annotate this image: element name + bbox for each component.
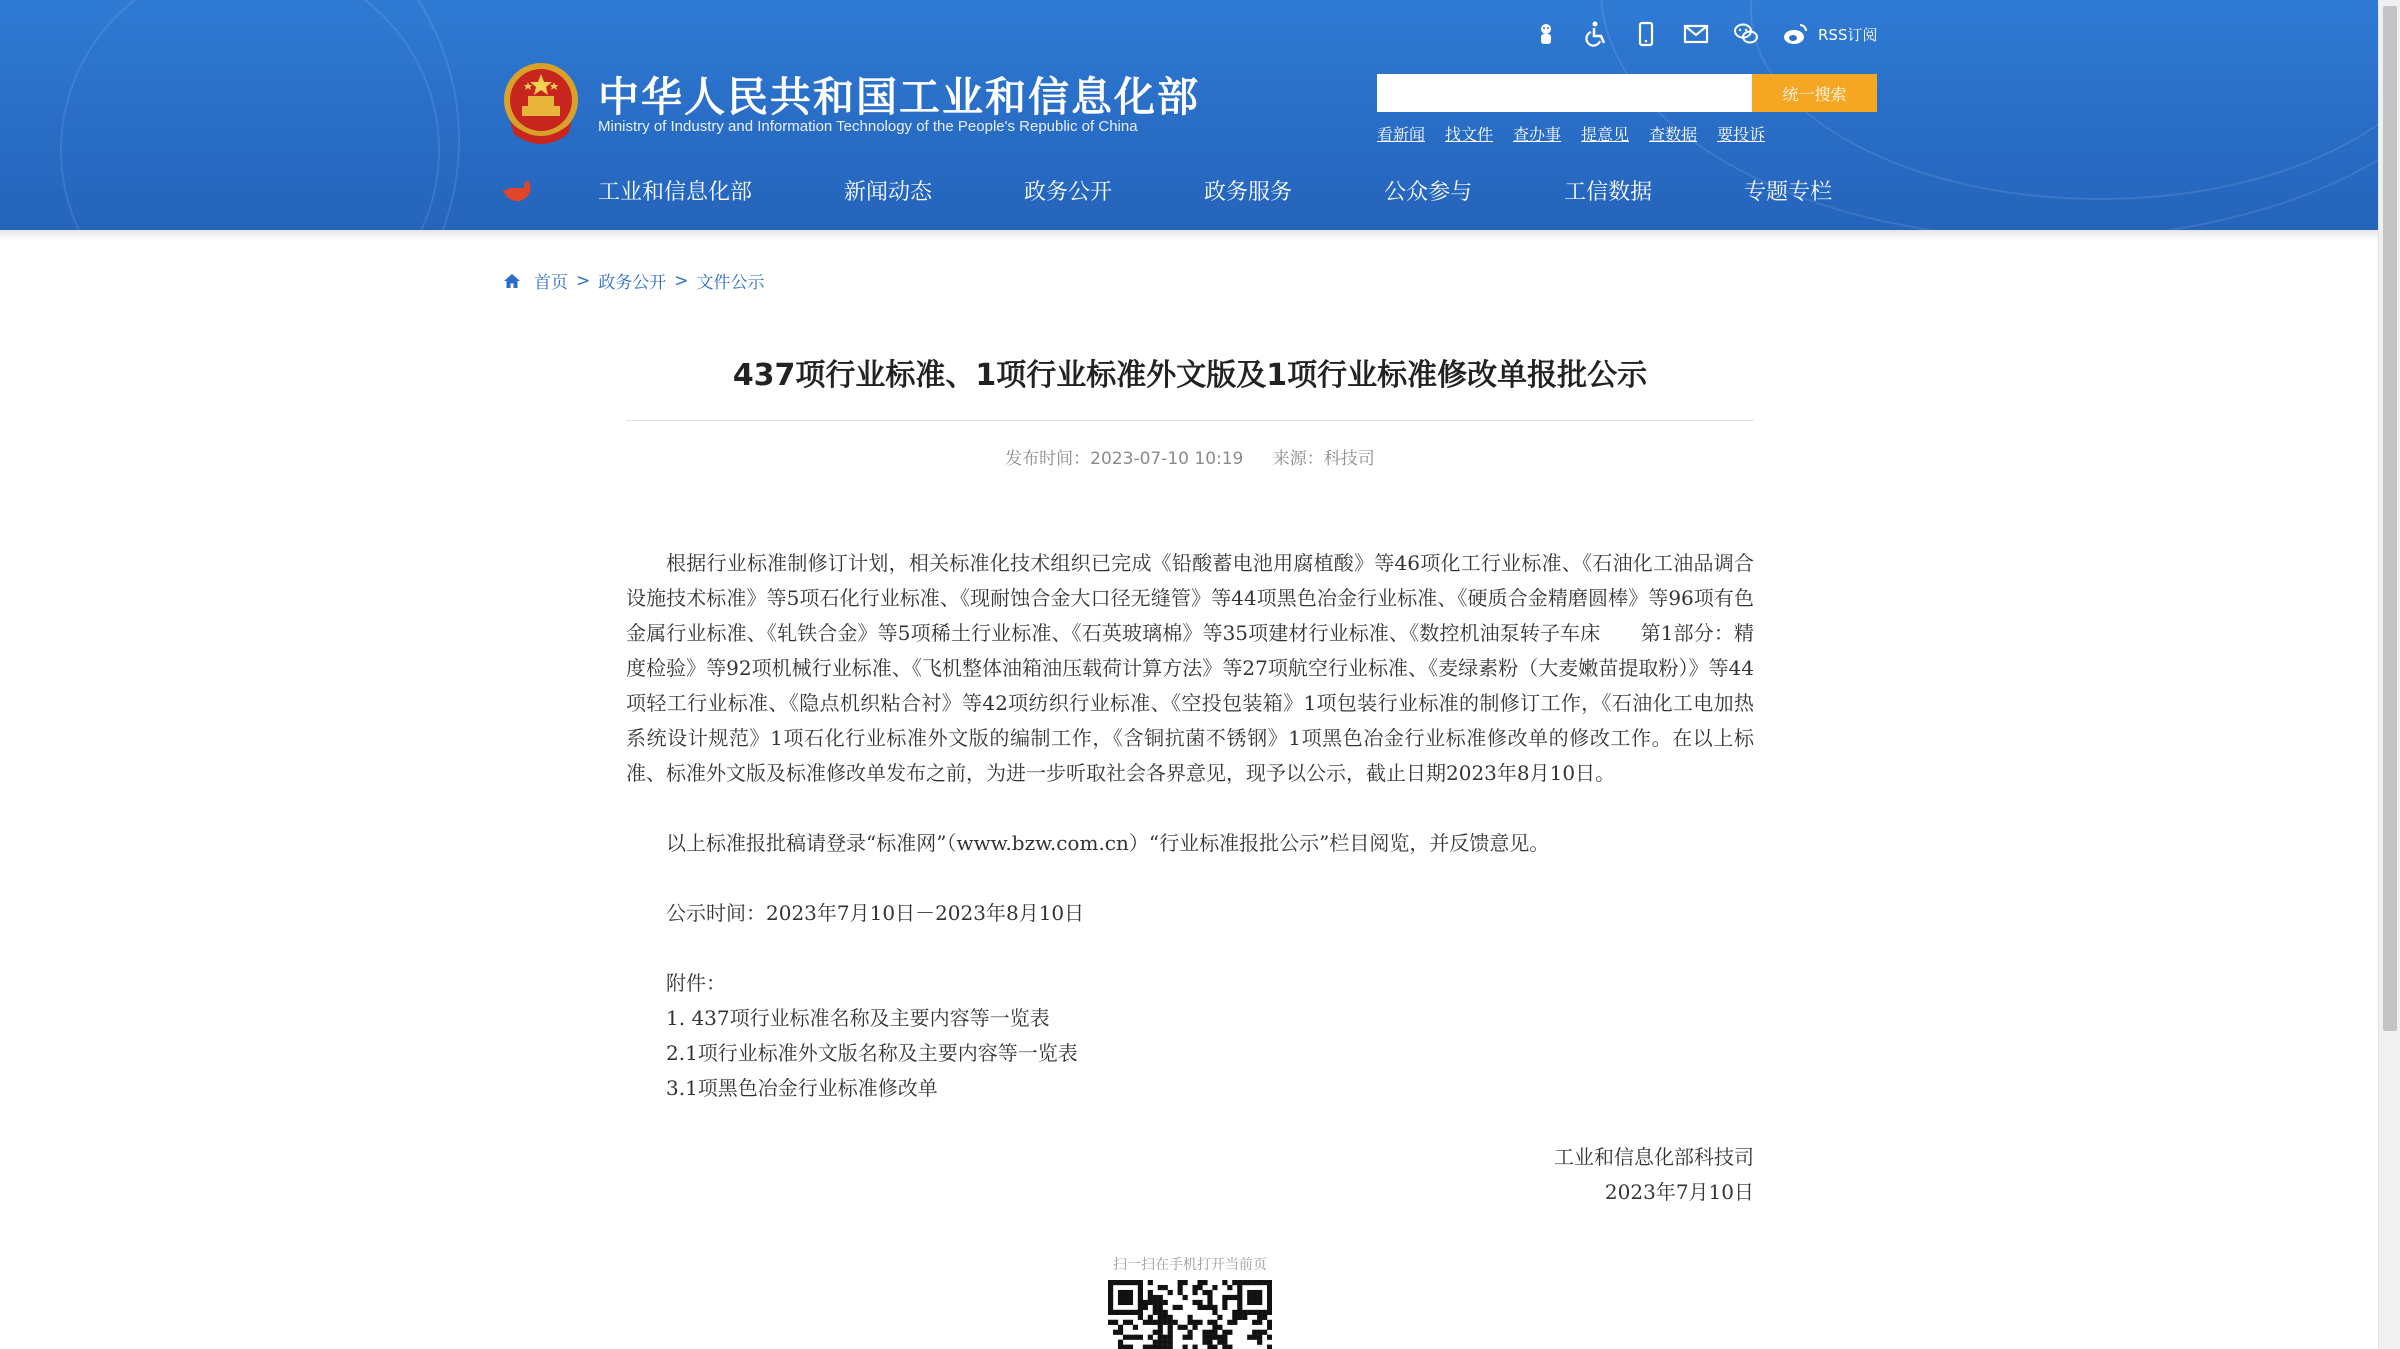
body-paragraph: 公示时间：2023年7月10日－2023年8月10日 bbox=[666, 901, 1085, 925]
site-subtitle: Ministry of Industry and Information Technology of the People's Republic of China bbox=[598, 118, 1138, 135]
quick-link-documents[interactable]: 找文件 bbox=[1445, 125, 1494, 144]
site-title: 中华人民共和国工业和信息化部 bbox=[598, 73, 1200, 121]
qr-label: 扫一扫在手机打开当前页 bbox=[1113, 1257, 1267, 1273]
attachment-link[interactable]: 3.1项黑色冶金行业标准修改单 bbox=[666, 1076, 938, 1100]
mascot-icon[interactable] bbox=[1532, 20, 1560, 48]
attachments-heading: 附件： bbox=[666, 971, 726, 995]
nav-item-gov-services[interactable]: 政务服务 bbox=[1204, 179, 1293, 205]
mobile-icon[interactable] bbox=[1632, 20, 1660, 48]
quick-link-news[interactable]: 看新闻 bbox=[1377, 125, 1426, 144]
breadcrumb-separator: > bbox=[576, 270, 591, 291]
site-header bbox=[0, 0, 2378, 230]
article-meta bbox=[626, 444, 1754, 469]
national-emblem-logo[interactable] bbox=[500, 60, 582, 144]
article-source: 来源：科技司 bbox=[1272, 449, 1375, 469]
home-icon[interactable] bbox=[502, 271, 522, 291]
breadcrumb bbox=[502, 268, 765, 293]
e-logo-icon[interactable] bbox=[500, 173, 534, 207]
unified-search-button[interactable]: 统一搜索 bbox=[1752, 74, 1877, 112]
attachment-link[interactable]: 1. 437项行业标准名称及主要内容等一览表 bbox=[666, 1006, 1050, 1030]
signature-org: 工业和信息化部科技司 bbox=[1554, 1145, 1754, 1169]
accessibility-icon[interactable] bbox=[1582, 20, 1610, 48]
nav-item-special-topics[interactable]: 专题专栏 bbox=[1744, 179, 1833, 205]
quick-link-feedback[interactable]: 提意见 bbox=[1581, 125, 1630, 144]
mail-icon[interactable] bbox=[1682, 20, 1710, 48]
body-paragraph: 根据行业标准制修订计划，相关标准化技术组织已完成《铅酸蓄电池用腐植酸》等46项化工行业标准、《石油化工油品调合设施技术标准》等5项石化行业标准、《现耐蚀合金大口径无缝管》等44项黑色冶金行业标准、《硬质合金精磨圆棒》等96项有色金属行业标准、《轧铁合金》等5项稀土行业标准、《石英玻璃棉》等35项建材行业标准、《数控机油泵转子车床 第1部分：精度检验》等92项机械行业标准、《飞机整体油箱油压载荷计算方法》等27项航空行业标准、《麦绿素粉（大麦嫩苗提取粉）》等44项轻工行业标准、《隐点机织粘合衬》等42项纺织行业标准、《空投包装箱》1项包装行业标准的制修订工作，《石油化工电加热系统设计规范》1项石化行业标准外文版的编制工作，《含铜抗菌不锈钢》1项黑色冶金行业标准修改单的修改工作。在以上标准、标准外文版及标准修改单发布之前，为进一步听取社会各界意见，现予以公示，截止日期2023年8月10日。 bbox=[626, 551, 1754, 785]
quick-link-complaint[interactable]: 要投诉 bbox=[1717, 125, 1766, 144]
breadcrumb-separator: > bbox=[674, 270, 689, 291]
quick-links bbox=[1377, 122, 1765, 145]
article-title: 437项行业标准、1项行业标准外文版及1项行业标准修改单报批公示 bbox=[732, 358, 1648, 393]
article-body bbox=[626, 546, 1754, 1106]
wechat-icon[interactable] bbox=[1732, 20, 1760, 48]
header-shadow bbox=[0, 230, 2378, 240]
quick-link-data[interactable]: 查数据 bbox=[1649, 125, 1698, 144]
attachments-list bbox=[626, 1001, 1754, 1106]
attachment-link[interactable]: 2.1项行业标准外文版名称及主要内容等一览表 bbox=[666, 1041, 1078, 1065]
weibo-icon[interactable] bbox=[1782, 20, 1810, 48]
article-signature bbox=[626, 1140, 1754, 1210]
top-utility-icons bbox=[1532, 20, 1877, 48]
page-scrollbar[interactable] bbox=[2378, 0, 2400, 1349]
body-paragraph: 以上标准报批稿请登录“标准网”（www.bzw.com.cn）“行业标准报批公示”栏目阅览，并反馈意见。 bbox=[666, 831, 1550, 855]
breadcrumb-home[interactable]: 首页 bbox=[534, 273, 568, 293]
signature-date: 2023年7月10日 bbox=[1604, 1180, 1754, 1204]
breadcrumb-file-notice[interactable]: 文件公示 bbox=[696, 273, 765, 293]
breadcrumb-gov-affairs[interactable]: 政务公开 bbox=[598, 273, 667, 293]
search-input[interactable] bbox=[1377, 74, 1752, 112]
scrollbar-thumb[interactable] bbox=[2383, 6, 2397, 1031]
title-divider bbox=[626, 420, 1754, 421]
rss-link[interactable]: RSS订阅 bbox=[1818, 25, 1878, 44]
nav-item-gov-affairs[interactable]: 政务公开 bbox=[1024, 179, 1113, 205]
qr-code bbox=[1108, 1280, 1272, 1349]
nav-item-participation[interactable]: 公众参与 bbox=[1384, 179, 1473, 205]
publish-time: 发布时间：2023-07-10 10:19 bbox=[1005, 449, 1244, 469]
nav-item-ministry[interactable]: 工业和信息化部 bbox=[598, 179, 753, 205]
main-nav bbox=[500, 168, 1832, 212]
quick-link-services[interactable]: 查办事 bbox=[1513, 125, 1562, 144]
nav-item-data[interactable]: 工信数据 bbox=[1564, 179, 1653, 205]
nav-item-news[interactable]: 新闻动态 bbox=[844, 179, 933, 205]
